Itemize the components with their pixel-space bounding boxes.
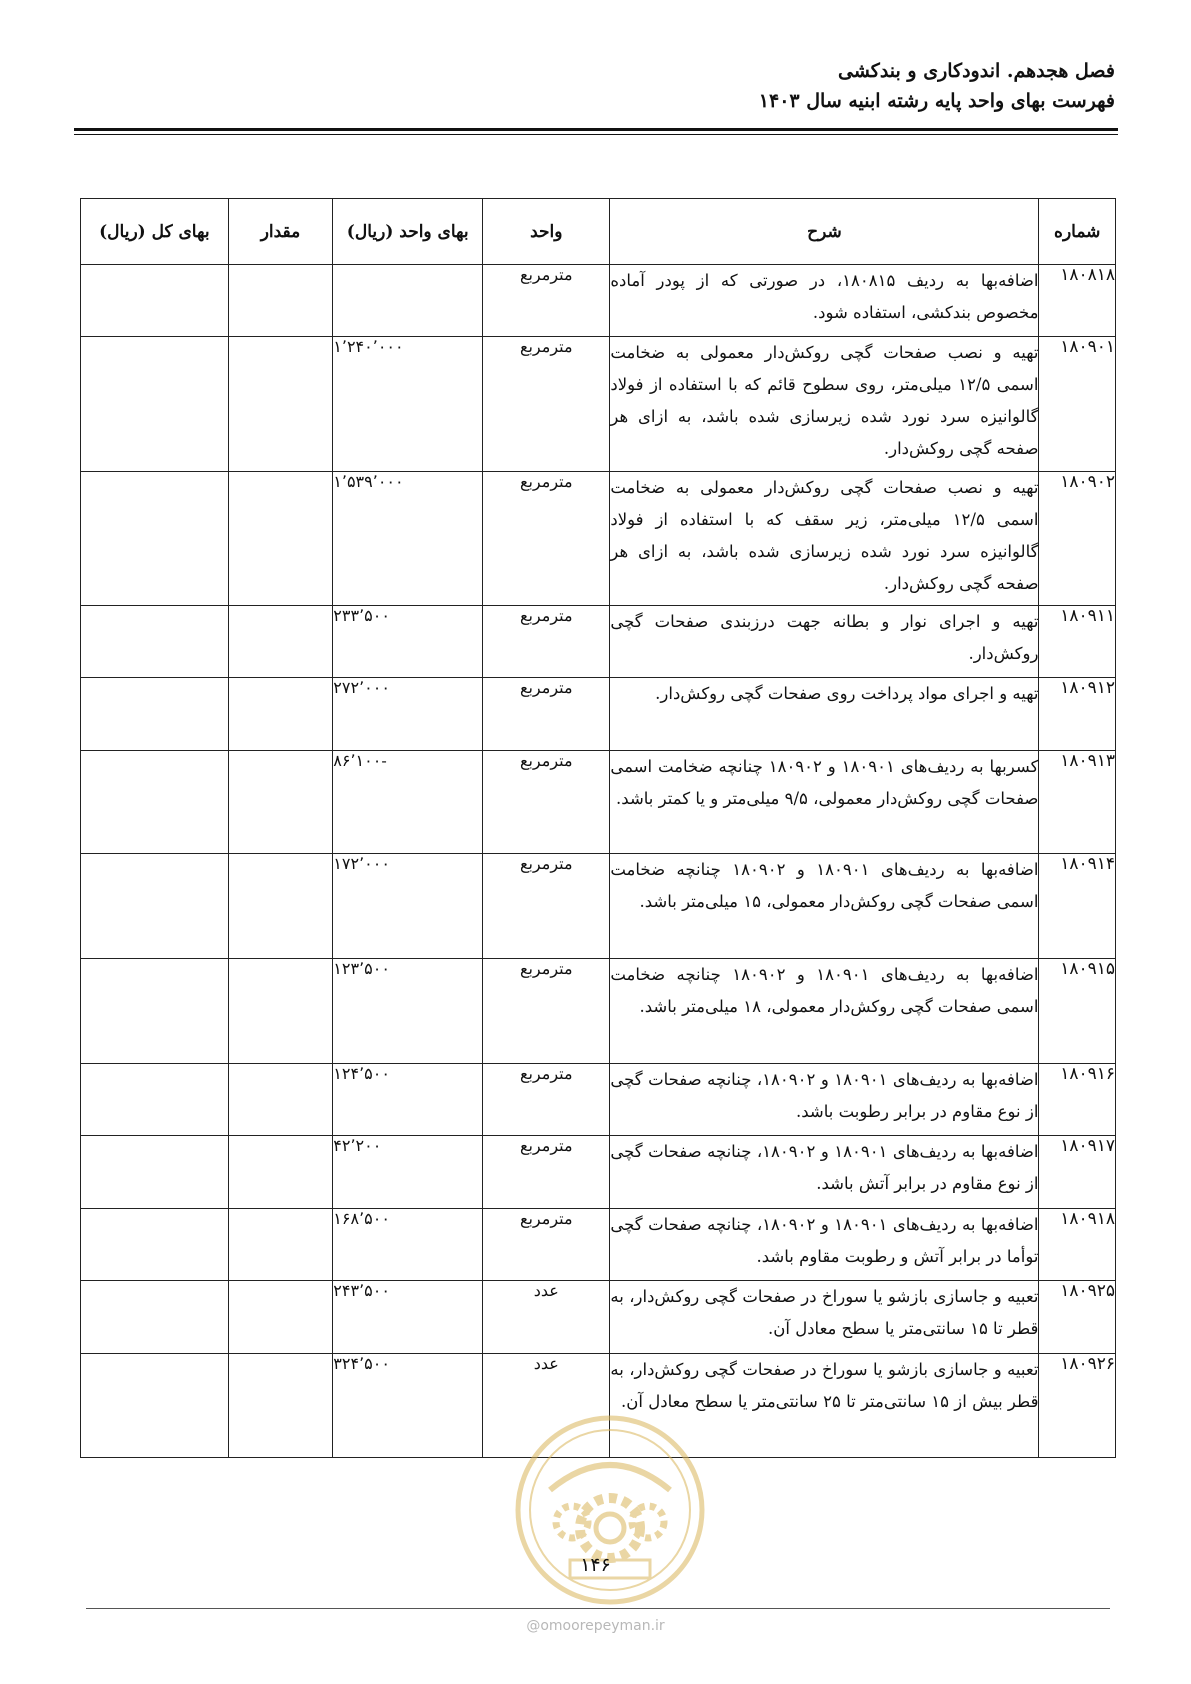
- table-row: [81, 1136, 1116, 1209]
- page-number: ۱۴۶: [580, 1554, 611, 1576]
- table-row: [81, 854, 1116, 959]
- row-code: ۱۸۰۹۱۳: [1039, 751, 1116, 854]
- document-subtitle: فهرست بهای واحد پایه رشته ابنیه سال ۱۴۰۳: [758, 90, 1115, 112]
- row-quantity: [228, 606, 333, 678]
- row-code: ۱۸۰۸۱۸: [1039, 265, 1116, 337]
- header-rule-thin: [74, 134, 1118, 135]
- row-total-price: [81, 265, 229, 337]
- row-unit-price: ۲۴۳٬۵۰۰: [333, 1281, 483, 1354]
- row-unit: مترمربع: [483, 854, 610, 959]
- row-quantity: [228, 1281, 333, 1354]
- row-unit: مترمربع: [483, 265, 610, 337]
- row-quantity: [228, 751, 333, 854]
- price-table: [80, 198, 1116, 1458]
- row-unit-price: [333, 265, 483, 337]
- table-row: [81, 678, 1116, 751]
- row-description: تهیه و نصب صفحات گچی روکش‌دار معمولی به ضخامت اسمی ۱۲/۵ میلی‌متر، زیر سقف که با استفاده از فولاد گالوانیزه سرد نورد شده زیرسازی شده باشد، به ازای هر صفحه گچی روکش‌دار.: [610, 472, 1039, 606]
- table-row: [81, 472, 1116, 606]
- row-unit-price: ۳۲۴٬۵۰۰: [333, 1354, 483, 1458]
- table-header-row: [81, 199, 1116, 265]
- table-row: [81, 959, 1116, 1064]
- row-code: ۱۸۰۹۲۵: [1039, 1281, 1116, 1354]
- row-unit-price: ۱٬۵۳۹٬۰۰۰: [333, 472, 483, 606]
- row-description: اضافه‌بها به ردیف‌های ۱۸۰۹۰۱ و ۱۸۰۹۰۲، چنانچه صفحات گچی از نوع مقاوم در برابر رطوبت باشد.: [610, 1064, 1039, 1136]
- row-unit-price: ۱۲۴٬۵۰۰: [333, 1064, 483, 1136]
- row-description: تعبیه و جاسازی بازشو یا سوراخ در صفحات گچی روکش‌دار، به قطر بیش از ۱۵ سانتی‌متر تا ۲۵ سانتی‌متر یا سطح معادل آن.: [610, 1354, 1039, 1458]
- row-quantity: [228, 854, 333, 959]
- row-unit-price: ۱۷۲٬۰۰۰: [333, 854, 483, 959]
- row-code: ۱۸۰۹۱۱: [1039, 606, 1116, 678]
- row-unit: مترمربع: [483, 1209, 610, 1281]
- row-total-price: [81, 337, 229, 472]
- col-header-unit-price: بهای واحد (ریال): [333, 199, 483, 265]
- row-quantity: [228, 678, 333, 751]
- row-total-price: [81, 1354, 229, 1458]
- row-code: ۱۸۰۹۲۶: [1039, 1354, 1116, 1458]
- footer-website: @omoorepeyman.ir: [526, 1618, 665, 1634]
- table-row: [81, 751, 1116, 854]
- row-total-price: [81, 606, 229, 678]
- row-quantity: [228, 1064, 333, 1136]
- row-total-price: [81, 1064, 229, 1136]
- table-row: [81, 1354, 1116, 1458]
- col-header-quantity: مقدار: [228, 199, 333, 265]
- row-total-price: [81, 751, 229, 854]
- row-unit-price: ۲۳۳٬۵۰۰: [333, 606, 483, 678]
- col-header-total-price: بهای کل (ریال): [81, 199, 229, 265]
- row-quantity: [228, 472, 333, 606]
- row-description: تعبیه و جاسازی بازشو یا سوراخ در صفحات گچی روکش‌دار، به قطر تا ۱۵ سانتی‌متر یا سطح معادل آن.: [610, 1281, 1039, 1354]
- table-row: [81, 1281, 1116, 1354]
- row-unit-price: ۱٬۲۴۰٬۰۰۰: [333, 337, 483, 472]
- row-description: کسربها به ردیف‌های ۱۸۰۹۰۱ و ۱۸۰۹۰۲ چنانچه ضخامت اسمی صفحات گچی روکش‌دار معمولی، ۹/۵ میلی‌متر و یا کمتر باشد.: [610, 751, 1039, 854]
- row-unit: عدد: [483, 1354, 610, 1458]
- row-code: ۱۸۰۹۱۵: [1039, 959, 1116, 1064]
- row-quantity: [228, 265, 333, 337]
- row-total-price: [81, 678, 229, 751]
- row-unit: مترمربع: [483, 1136, 610, 1209]
- row-total-price: [81, 959, 229, 1064]
- row-code: ۱۸۰۹۰۲: [1039, 472, 1116, 606]
- row-unit: مترمربع: [483, 337, 610, 472]
- row-unit: عدد: [483, 1281, 610, 1354]
- table-row: [81, 337, 1116, 472]
- row-description: اضافه‌بها به ردیف‌های ۱۸۰۹۰۱ و ۱۸۰۹۰۲، چنانچه صفحات گچی توأما در برابر آتش و رطوبت مقاوم باشد.: [610, 1209, 1039, 1281]
- row-total-price: [81, 1281, 229, 1354]
- row-quantity: [228, 337, 333, 472]
- row-quantity: [228, 1209, 333, 1281]
- row-description: تهیه و نصب صفحات گچی روکش‌دار معمولی به ضخامت اسمی ۱۲/۵ میلی‌متر، روی سطوح قائم که با استفاده از فولاد گالوانیزه سرد نورد شده زیرسازی شده باشد، به ازای هر صفحه گچی روکش‌دار.: [610, 337, 1039, 472]
- table-row: [81, 265, 1116, 337]
- table-row: [81, 1209, 1116, 1281]
- row-unit: مترمربع: [483, 751, 610, 854]
- row-unit-price: ۱۲۳٬۵۰۰: [333, 959, 483, 1064]
- row-code: ۱۸۰۹۱۲: [1039, 678, 1116, 751]
- row-unit-price: ۴۲٬۲۰۰: [333, 1136, 483, 1209]
- row-unit-price: ۲۷۲٬۰۰۰: [333, 678, 483, 751]
- row-unit: مترمربع: [483, 606, 610, 678]
- row-quantity: [228, 1354, 333, 1458]
- chapter-title: فصل هجدهم. اندودکاری و بندکشی: [837, 60, 1115, 82]
- row-total-price: [81, 854, 229, 959]
- page-header: [75, 56, 1115, 116]
- row-total-price: [81, 472, 229, 606]
- col-header-unit: واحد: [483, 199, 610, 265]
- col-header-description: شرح: [610, 199, 1039, 265]
- table-row: [81, 1064, 1116, 1136]
- row-code: ۱۸۰۹۱۷: [1039, 1136, 1116, 1209]
- row-unit-price: ۱۶۸٬۵۰۰: [333, 1209, 483, 1281]
- table-row: [81, 606, 1116, 678]
- row-description: تهیه و اجرای نوار و بطانه جهت درزبندی صفحات گچی روکش‌دار.: [610, 606, 1039, 678]
- row-code: ۱۸۰۹۱۸: [1039, 1209, 1116, 1281]
- row-description: اضافه‌بها به ردیف ۱۸۰۸۱۵، در صورتی که از پودر آماده مخصوص بندکشی، استفاده شود.: [610, 265, 1039, 337]
- row-unit: مترمربع: [483, 959, 610, 1064]
- row-description: اضافه‌بها به ردیف‌های ۱۸۰۹۰۱ و ۱۸۰۹۰۲ چنانچه ضخامت اسمی صفحات گچی روکش‌دار معمولی، ۱۵ میلی‌متر باشد.: [610, 854, 1039, 959]
- row-description: اضافه‌بها به ردیف‌های ۱۸۰۹۰۱ و ۱۸۰۹۰۲ چنانچه ضخامت اسمی صفحات گچی روکش‌دار معمولی، ۱۸ میلی‌متر باشد.: [610, 959, 1039, 1064]
- footer-rule: [86, 1608, 1110, 1609]
- row-quantity: [228, 1136, 333, 1209]
- row-description: تهیه و اجرای مواد پرداخت روی صفحات گچی روکش‌دار.: [610, 678, 1039, 751]
- row-code: ۱۸۰۹۰۱: [1039, 337, 1116, 472]
- row-total-price: [81, 1209, 229, 1281]
- row-code: ۱۸۰۹۱۶: [1039, 1064, 1116, 1136]
- row-description: اضافه‌بها به ردیف‌های ۱۸۰۹۰۱ و ۱۸۰۹۰۲، چنانچه صفحات گچی از نوع مقاوم در برابر آتش باشد.: [610, 1136, 1039, 1209]
- row-quantity: [228, 959, 333, 1064]
- row-unit-price: -۸۶٬۱۰۰: [333, 751, 483, 854]
- row-unit: مترمربع: [483, 678, 610, 751]
- col-header-code: شماره: [1039, 199, 1116, 265]
- row-unit: مترمربع: [483, 1064, 610, 1136]
- row-total-price: [81, 1136, 229, 1209]
- row-unit: مترمربع: [483, 472, 610, 606]
- row-code: ۱۸۰۹۱۴: [1039, 854, 1116, 959]
- header-rule-thick: [74, 128, 1118, 131]
